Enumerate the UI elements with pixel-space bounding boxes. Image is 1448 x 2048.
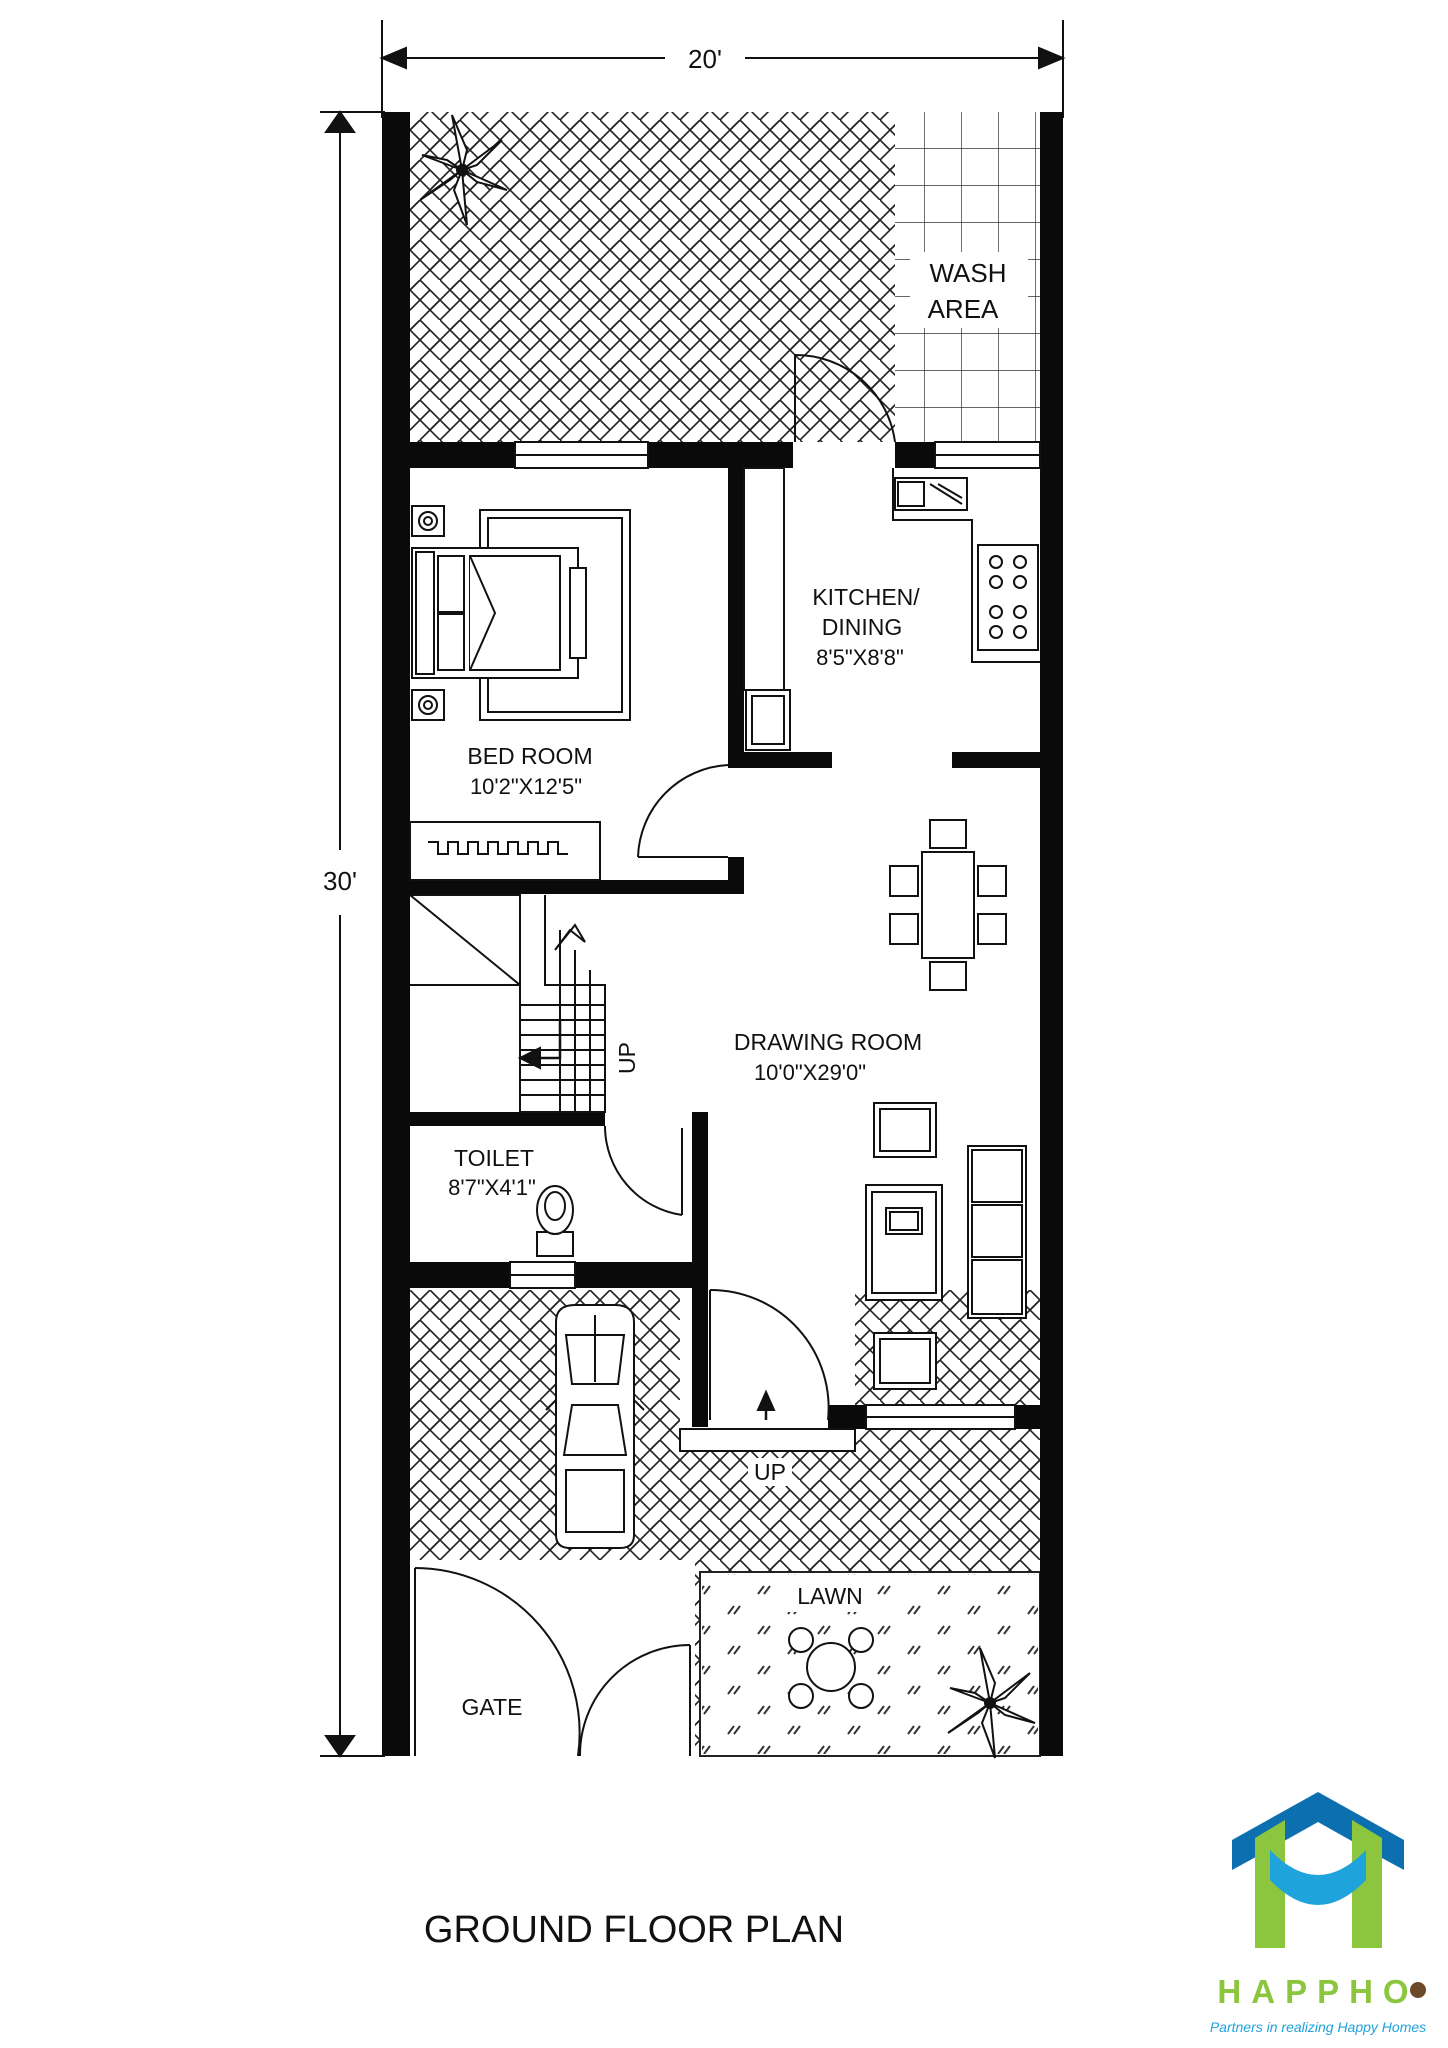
bedroom-stair-wall [410, 880, 744, 894]
rear-wall-mid [648, 442, 793, 468]
happho-logo [1210, 1792, 1426, 2035]
toilet-front-wall-right [575, 1262, 708, 1288]
entry-right-jamb [828, 1405, 866, 1429]
rear-wall-right [895, 442, 935, 468]
gate-opening-mask [410, 1560, 695, 1756]
toilet-drawing-wall [692, 1112, 708, 1267]
front-wall-right [1015, 1405, 1040, 1429]
staircase [410, 895, 605, 1112]
lawn-label: LAWN [797, 1583, 863, 1609]
bedroom-size: 10'2"X12'5" [469, 774, 583, 799]
height-dimension [320, 112, 385, 1756]
stair-up-label: UP [614, 1042, 640, 1074]
logo-tagline: Partners in realizing Happy Homes [1209, 2019, 1427, 2035]
kitchen-label-2: DINING [821, 614, 903, 640]
toilet-door [605, 1126, 682, 1215]
logo-brand: HAPPHO [1217, 1973, 1419, 2010]
bedroom-door [638, 765, 728, 857]
drawing-room-label: DRAWING ROOM [733, 1029, 923, 1055]
wash-area-label-1: WASH [929, 258, 1007, 288]
car [546, 1305, 644, 1548]
kitchen-stove [978, 545, 1038, 650]
kitchen-drawing-wall-left [728, 752, 832, 768]
gate-label: GATE [461, 1694, 523, 1720]
width-dimension [382, 20, 1063, 118]
kitchen-side-counter [744, 468, 784, 690]
left-outer-wall [382, 112, 410, 1756]
drawing-room-size: 10'0"X29'0" [753, 1060, 867, 1085]
right-outer-wall [1040, 112, 1063, 1756]
kitchen-label-1: KITCHEN/ [812, 584, 920, 610]
toilet-label: TOILET [453, 1145, 535, 1171]
dining-table [890, 820, 1006, 990]
entry-up-label: UP [754, 1459, 786, 1485]
toilet-fixture [537, 1186, 573, 1256]
bedroom-furniture [410, 506, 630, 880]
stair-toilet-wall [410, 1112, 605, 1126]
kitchen-drawing-wall-right [952, 752, 1040, 768]
kitchen-size: 8'5"X8'8" [816, 645, 904, 670]
rear-wall-left [410, 442, 515, 468]
height-dimension-label: 30' [323, 866, 357, 896]
plan-title: GROUND FLOOR PLAN [423, 1909, 845, 1951]
bedroom-kitchen-wall [728, 468, 744, 758]
width-dimension-label: 20' [688, 44, 722, 74]
entry-left-wall [692, 1262, 708, 1427]
wash-area-label-2: AREA [927, 294, 999, 324]
rear-courtyard-paving [410, 112, 895, 442]
bedroom-label: BED ROOM [467, 743, 593, 769]
toilet-front-wall-left [410, 1262, 510, 1288]
toilet-size: 8'7"X4'1" [448, 1175, 536, 1200]
